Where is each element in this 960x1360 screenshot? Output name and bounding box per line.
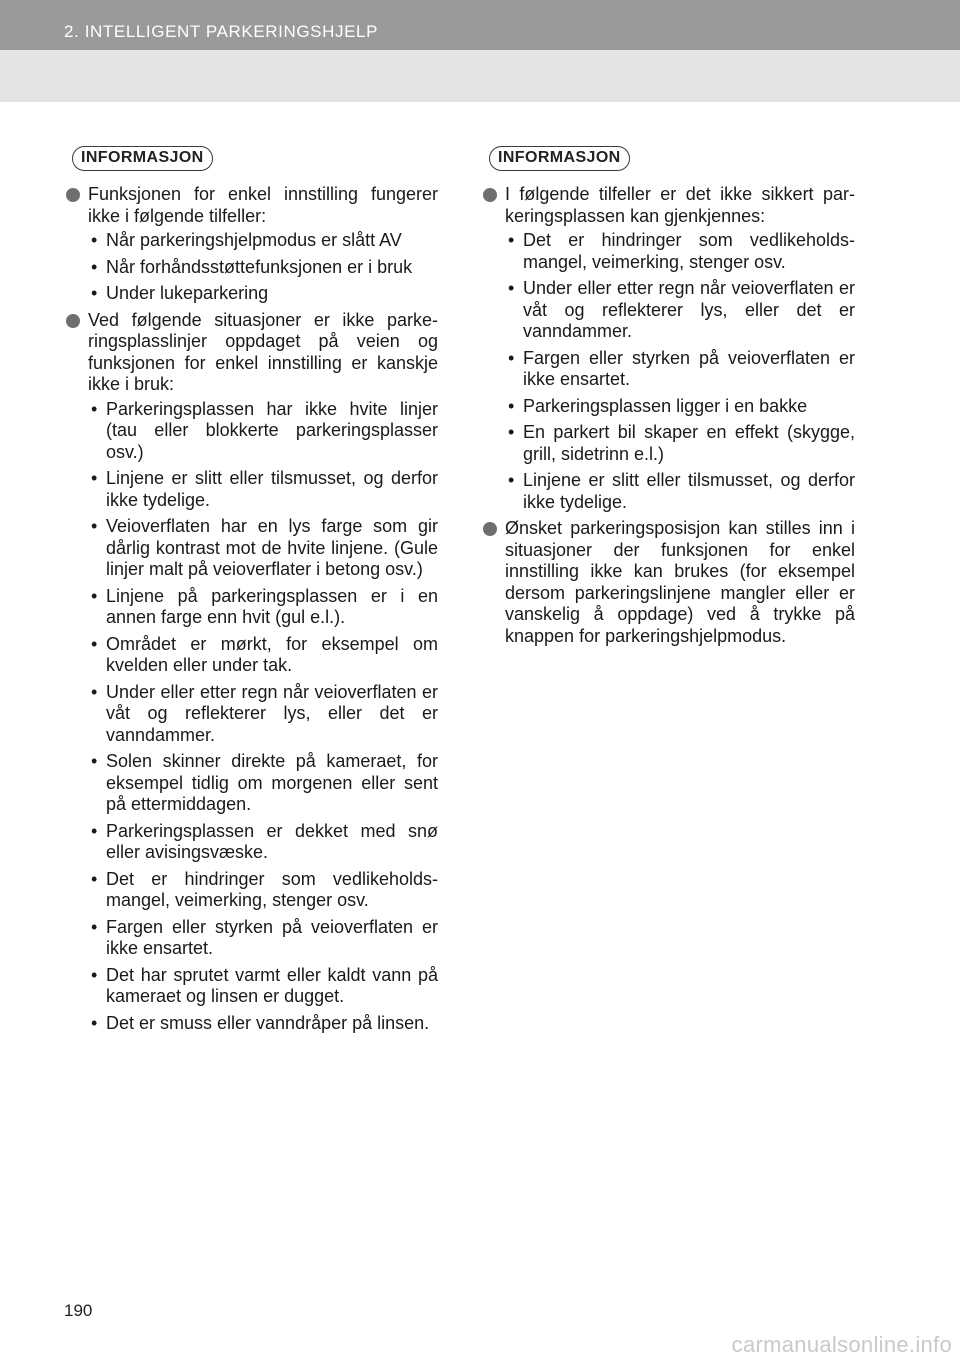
sub-item-text: Det har sprutet varmt eller kaldt vann på kameraet og linsen er dugget. — [106, 964, 438, 1006]
sub-item — [64, 1013, 438, 1035]
item-list — [64, 184, 438, 1034]
sub-item-text: Veioverflaten har en lys farge som gir dårlig kontrast mot de hvite linjene. (Gule linjer malt på veioverflater i betong osv.) — [106, 516, 438, 579]
sub-item — [481, 348, 855, 391]
sub-item — [481, 278, 855, 343]
sub-item — [64, 283, 438, 305]
info-item-text: Funksjonen for enkel innstilling fungerer ikke i følgende tilfeller: — [88, 184, 438, 226]
sub-item — [64, 917, 438, 960]
sub-item-text: Det er smuss eller vanndråper på linsen. — [106, 1012, 430, 1033]
sub-item-text: Under eller etter regn når veioverflaten er våt og reflekterer lys, eller det er vanndammer. — [106, 681, 438, 745]
sub-item-text: Linjene er slitt eller tilsmusset, og derfor ikke tydelige. — [523, 470, 855, 512]
bullet-dot-icon — [66, 188, 80, 202]
sub-item-text: Fargen eller styrken på veioverflaten er ikke ensartet. — [523, 347, 855, 389]
sub-item-list — [64, 230, 438, 305]
page-number: 190 — [64, 1301, 93, 1320]
section-title: 2. INTELLIGENT PARKERINGSHJELP — [64, 22, 379, 41]
info-item-text: Ved følgende situasjoner er ikke parkeringsplasslinjer oppdaget på veien og funksjonen for enkel innstilling er kanskje ikke i bruk: — [88, 309, 438, 394]
sub-item-bullet: • — [91, 751, 98, 771]
sub-item — [64, 399, 438, 464]
sub-item — [64, 257, 438, 279]
sub-item-bullet: • — [91, 398, 98, 419]
sub-item-bullet: • — [91, 820, 98, 841]
bullet-dot-icon — [483, 188, 497, 202]
sub-item — [64, 682, 438, 747]
sub-item-text: Parkeringsplassen har ikke hvite linjer (tau eller blokkerte parkeringsplasser osv.) — [106, 398, 438, 462]
sub-item-text: Under lukeparkering — [106, 283, 269, 303]
sub-item-text: Linjene er slitt eller tilsmusset, og derfor ikke tydelige. — [106, 468, 438, 510]
sub-item-text: Linjene på parkeringsplassen er i en annen farge enn hvit (gul e.l.). — [106, 585, 438, 627]
sub-item-list — [481, 230, 855, 513]
sub-item-text: Når forhåndsstøttefunksjonen er i bruk — [106, 256, 413, 277]
sub-item-text: Området er mørkt, for eksempel om kvelden eller under tak. — [106, 633, 438, 675]
info-item-text: I følgende tilfeller er det ikke sikkert parkeringsplassen kan gjenkjennes: — [505, 184, 855, 226]
sub-item-text: En parkert bil skaper en effekt (skygge, grill, sidetrinn e.l.) — [523, 422, 855, 464]
sub-item-text: Når parkeringshjelpmodus er slått AV — [106, 230, 402, 250]
sub-item — [64, 230, 438, 252]
sub-item — [64, 821, 438, 864]
sub-item — [481, 470, 855, 513]
sub-item-bullet: • — [508, 347, 515, 368]
sub-item-bullet: • — [91, 283, 98, 303]
sub-item-list — [64, 399, 438, 1035]
bullet-dot-icon — [66, 314, 80, 328]
info-badge: INFORMASJON — [72, 146, 213, 171]
sub-item-text: Parkeringsplassen ligger i en bakke — [523, 395, 808, 416]
info-column-left — [64, 146, 438, 1039]
sub-item-bullet: • — [91, 633, 98, 654]
sub-item-bullet: • — [91, 468, 98, 488]
sub-item — [64, 468, 438, 511]
info-item — [64, 184, 438, 227]
sub-item-bullet: • — [91, 916, 98, 937]
info-badge: INFORMASJON — [489, 146, 630, 171]
info-item-text: Ønsket parkeringsposisjon kan stilles inn i situasjoner der funksjonen for enkel innstilling ikke kan brukes (for eksempel dersom parkeringslinjene mangler eller er vanskelig å oppdage) ved å trykke på knappen for parkeringshjelpmodus. — [505, 518, 855, 646]
sub-item-bullet: • — [91, 964, 98, 985]
sub-item — [481, 396, 855, 418]
sub-item — [64, 869, 438, 912]
sub-item-bullet: • — [91, 585, 98, 606]
sub-item — [481, 422, 855, 465]
sub-item — [64, 965, 438, 1008]
bullet-dot-icon — [483, 522, 497, 536]
item-list — [481, 184, 855, 647]
sub-item-bullet: • — [91, 1012, 98, 1033]
sub-item-text: Under eller etter regn når veioverflaten er våt og reflekterer lys, eller det er vanndammer. — [523, 278, 855, 341]
sub-item-bullet: • — [91, 256, 98, 277]
sub-item — [481, 230, 855, 273]
sub-item-bullet: • — [91, 230, 98, 250]
sub-item-bullet: • — [91, 868, 98, 889]
sub-item-text: Fargen eller styrken på veioverflaten er ikke ensartet. — [106, 916, 438, 958]
watermark: carmanualsonline.info — [731, 1332, 952, 1357]
sub-item-text: Parkeringsplassen er dekket med snø eller avisingsvæske. — [106, 820, 438, 862]
sub-item — [64, 751, 438, 816]
info-item — [481, 184, 855, 227]
info-item — [64, 310, 438, 396]
sub-item — [64, 634, 438, 677]
info-column-right — [481, 146, 855, 647]
sub-item — [64, 516, 438, 581]
sub-item-bullet: • — [508, 395, 515, 416]
sub-item-bullet: • — [508, 278, 515, 298]
sub-item-bullet: • — [91, 516, 98, 536]
sub-item-text: Det er hindringer som vedlikeholdsmangel, veimerking, stenger osv. — [523, 230, 855, 272]
sub-item-bullet: • — [508, 470, 515, 490]
sub-item-bullet: • — [508, 422, 515, 442]
sub-item-text: Solen skinner direkte på kameraet, for eksempel tidlig om morgenen eller sent på ettermiddagen. — [106, 751, 438, 814]
sub-item-bullet: • — [508, 230, 515, 250]
sub-item — [64, 586, 438, 629]
sub-item-bullet: • — [91, 681, 98, 702]
sub-item-text: Det er hindringer som vedlikeholdsmangel, veimerking, stenger osv. — [106, 868, 438, 910]
info-item — [481, 518, 855, 647]
